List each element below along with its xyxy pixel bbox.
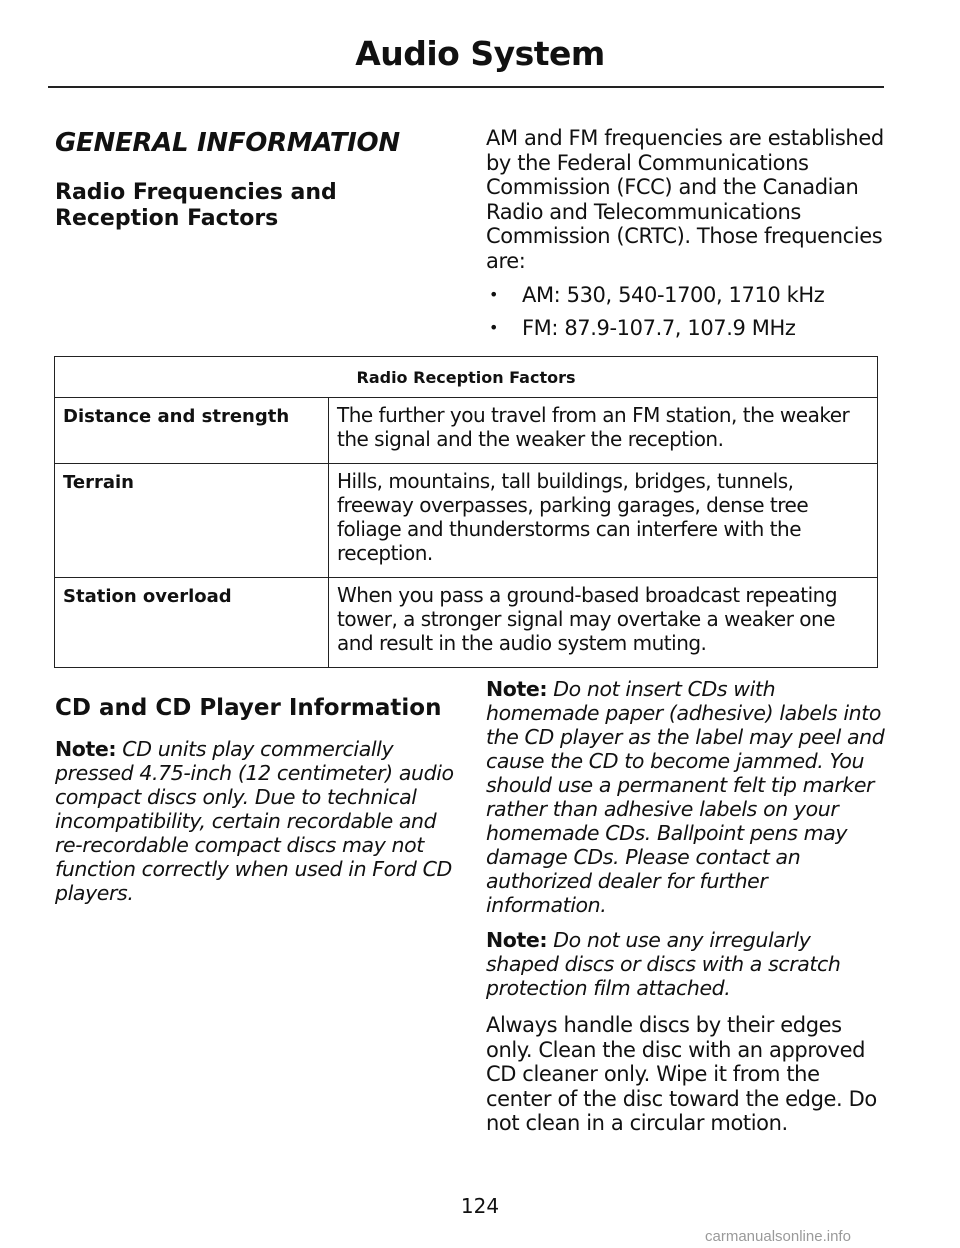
table-row (55, 398, 878, 464)
reception-factors-table (54, 356, 878, 668)
table-row (55, 464, 878, 578)
note-homemade-labels (486, 677, 886, 917)
table-row-description: The further you travel from an FM station, the weaker the signal and the weaker the reception. (329, 398, 878, 464)
note-irregular-discs (486, 928, 886, 1000)
header-divider (48, 86, 884, 88)
subsection-title-radio: Radio Frequencies and Reception Factors (55, 180, 337, 231)
disc-handling-paragraph: Always handle discs by their edges only. Clean the disc with an approved CD cleaner only. Wipe it from the center of the disc toward the edge. Do not clean in a circular motion. (486, 1013, 877, 1135)
note-label: Note: (486, 677, 548, 701)
table-row-label: Terrain (55, 464, 329, 578)
note-text: Do not use any irregularly shaped discs or discs with a scratch protection film attached. (486, 928, 841, 1000)
table-row-description: When you pass a ground-based broadcast repeating tower, a stronger signal may overtake a weaker one and result in the audio system muting. (329, 578, 878, 668)
note-cd-units (55, 737, 455, 905)
note-text: Do not insert CDs with homemade paper (adhesive) labels into the CD player as the label may peel and cause the CD to become jammed. You should use a permanent felt tip marker rather than adhesive labels on your homemade CDs. Ballpoint pens may damage CDs. Please contact an authorized dealer for further information. (486, 677, 885, 917)
frequency-item-fm: • FM: 87.9-107.7, 107.9 MHz (486, 316, 886, 341)
intro-block (486, 126, 886, 348)
table-row-label: Distance and strength (55, 398, 329, 464)
page-header-title: Audio System (355, 34, 605, 73)
intro-paragraph: AM and FM frequencies are established by the Federal Communications Commission (FCC) and the Canadian Radio and Telecommunications Commission (CRTC). Those frequencies are: (486, 126, 884, 273)
note-label: Note: (55, 737, 117, 761)
note-text: CD units play commercially pressed 4.75-inch (12 centimeter) audio compact discs only. Due to technical incompatibility, certain recordable and re-recordable compact discs may not function correctly when used in Ford CD players. (55, 737, 454, 905)
note-label: Note: (486, 928, 548, 952)
table-row-description: Hills, mountains, tall buildings, bridges, tunnels, freeway overpasses, parking garages, dense tree foliage and thunderstorms can interfere with the reception. (329, 464, 878, 578)
watermark-text: carmanualsonline.info (705, 1228, 851, 1245)
frequency-item-am: • AM: 530, 540-1700, 1710 kHz (486, 283, 886, 308)
subsection-title-cd: CD and CD Player Information (55, 695, 442, 721)
table-header-row (55, 357, 878, 398)
table-title: Radio Reception Factors (55, 357, 878, 398)
table-row-label: Station overload (55, 578, 329, 668)
page-number: 124 (460, 1194, 500, 1218)
section-title: GENERAL INFORMATION (55, 128, 400, 158)
frequency-list (486, 283, 886, 340)
table-row (55, 578, 878, 668)
